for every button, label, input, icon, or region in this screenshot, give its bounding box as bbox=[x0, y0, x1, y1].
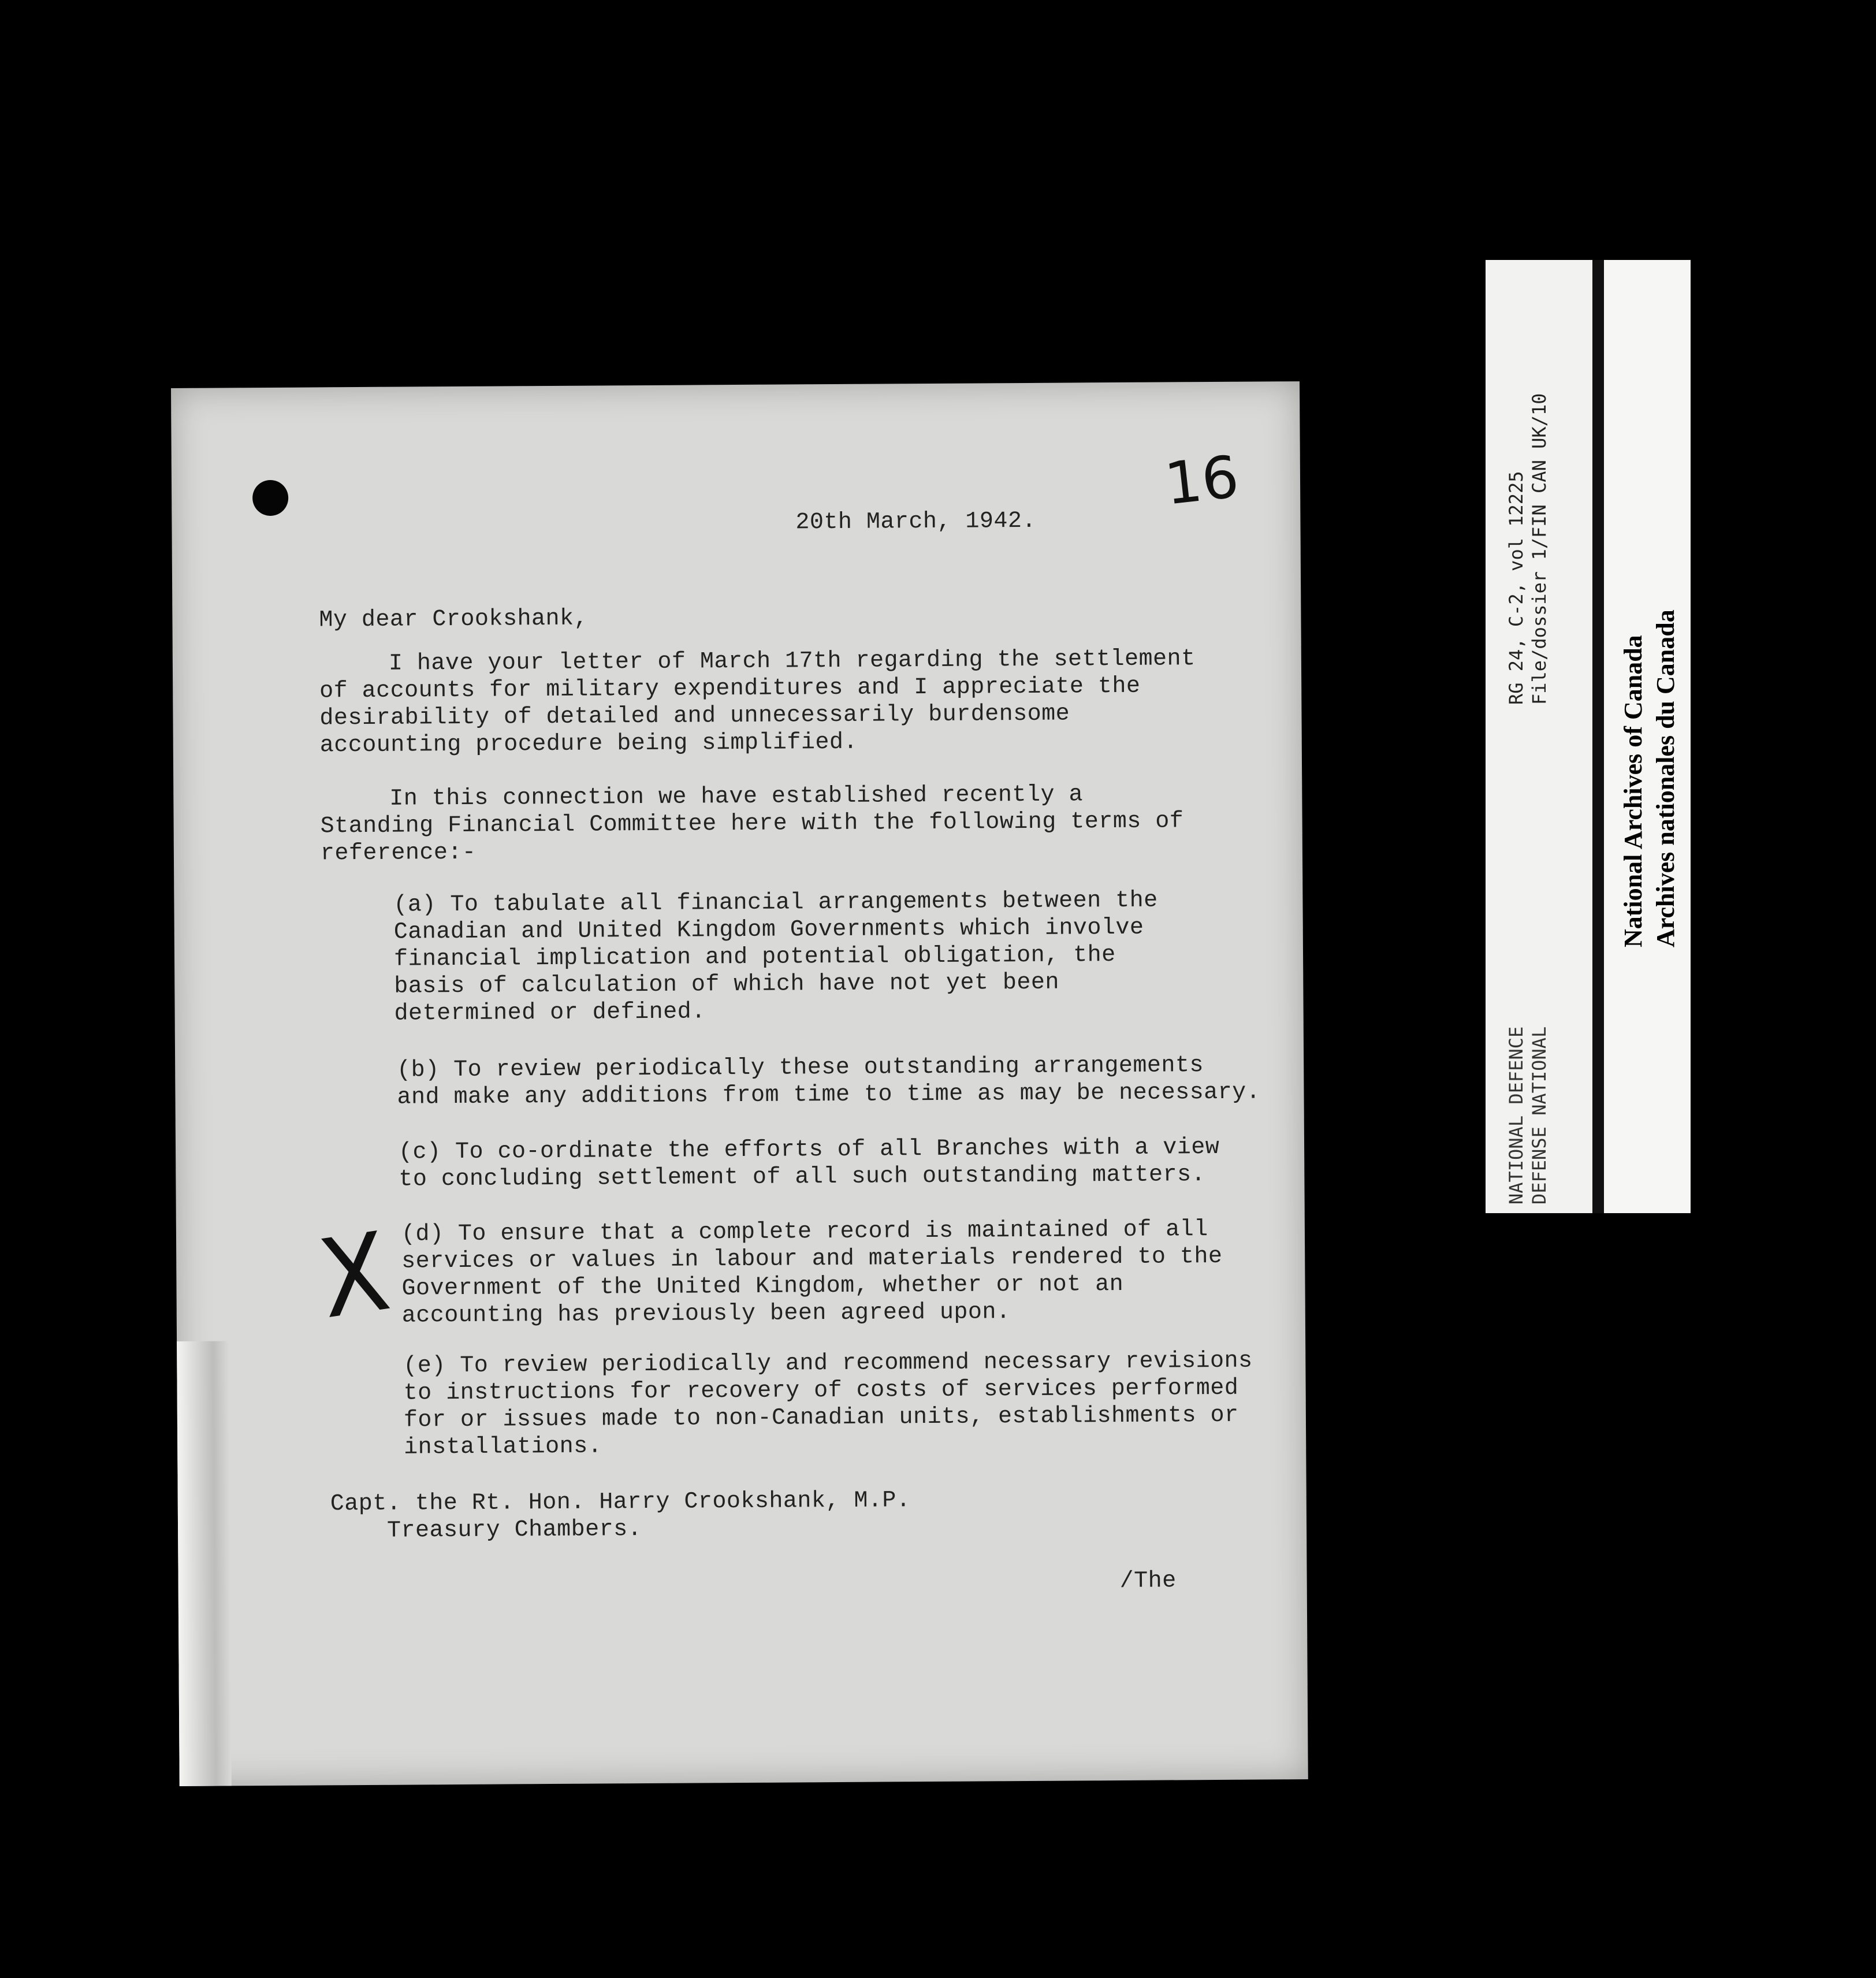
punch-hole bbox=[252, 480, 288, 516]
text-line: accounting has previously been agreed upon. bbox=[401, 1299, 1011, 1329]
label-divider bbox=[1592, 260, 1604, 1213]
text-line: of accounts for military expenditures and I appreciate the bbox=[319, 673, 1141, 705]
text-line: I have your letter of March 17th regarding the settlement bbox=[388, 646, 1196, 677]
term-item-e bbox=[403, 1348, 1253, 1462]
text-line: to concluding settlement of all such outstanding matters. bbox=[399, 1162, 1206, 1193]
text-line: (d) To ensure that a complete record is maintained of all bbox=[401, 1217, 1208, 1248]
text-line: In this connection we have established recently a bbox=[389, 782, 1084, 812]
text-line: and make any additions from time to time as may be necessary. bbox=[397, 1079, 1261, 1111]
term-item-d bbox=[401, 1216, 1223, 1330]
folio-number: 16 bbox=[1161, 443, 1242, 518]
term-item-a bbox=[393, 887, 1159, 1028]
text-line: Standing Financial Committee here with the following terms of bbox=[320, 808, 1184, 840]
term-item-c bbox=[399, 1134, 1220, 1194]
text-line: installations. bbox=[404, 1433, 602, 1461]
margin-x-mark: X bbox=[312, 1209, 397, 1344]
text-line: to instructions for recovery of costs of services performed bbox=[403, 1375, 1239, 1407]
continuation-catchword: /The bbox=[1119, 1568, 1177, 1595]
text-line: Capt. the Rt. Hon. Harry Crookshank, M.P. bbox=[330, 1488, 911, 1518]
text-line: for or issues made to non-Canadian units, establishments or bbox=[403, 1402, 1239, 1434]
salutation: My dear Crookshank, bbox=[319, 605, 589, 634]
archive-reference bbox=[1505, 393, 1551, 705]
department-name bbox=[1505, 1027, 1551, 1204]
reference-line: File/dossier 1/FIN CAN UK/10 bbox=[1528, 393, 1550, 705]
text-line: financial implication and potential obligation, the bbox=[393, 942, 1116, 973]
reference-line: RG 24, C-2, vol 12225 bbox=[1505, 471, 1527, 705]
paragraph-1 bbox=[319, 645, 1196, 759]
text-line: reference:- bbox=[320, 839, 477, 867]
department-line: DEFENSE NATIONAL bbox=[1528, 1026, 1550, 1204]
text-line: services or values in labour and materials rendered to the bbox=[401, 1243, 1223, 1275]
archives-line: National Archives of Canada bbox=[1619, 635, 1647, 947]
text-line: Canadian and United Kingdom Governments which involve bbox=[393, 914, 1144, 946]
text-line: basis of calculation of which have not yet been bbox=[394, 969, 1060, 1000]
letter-page bbox=[171, 381, 1308, 1786]
archives-line: Archives nationales du Canada bbox=[1651, 609, 1680, 947]
text-line: (e) To review periodically and recommend necessary revisions bbox=[403, 1348, 1253, 1380]
letter-date: 20th March, 1942. bbox=[795, 508, 1037, 536]
text-line: (a) To tabulate all financial arrangements between the bbox=[393, 887, 1158, 919]
department-line: NATIONAL DEFENCE bbox=[1505, 1026, 1527, 1204]
text-line: (c) To co-ordinate the efforts of all Branches with a view bbox=[398, 1134, 1220, 1166]
text-line: (b) To review periodically these outstanding arrangements bbox=[397, 1053, 1204, 1084]
archives-name bbox=[1617, 609, 1682, 947]
addressee-block bbox=[330, 1487, 911, 1545]
text-line: Treasury Chambers. bbox=[330, 1516, 642, 1545]
text-line: desirability of detailed and unnecessarily burdensome bbox=[319, 701, 1070, 732]
term-item-b bbox=[397, 1052, 1260, 1111]
text-line: Government of the United Kingdom, whether or not an bbox=[401, 1271, 1124, 1302]
paragraph-2 bbox=[320, 780, 1184, 867]
text-line: accounting procedure being simplified. bbox=[319, 729, 858, 759]
text-line: determined or defined. bbox=[394, 999, 706, 1027]
